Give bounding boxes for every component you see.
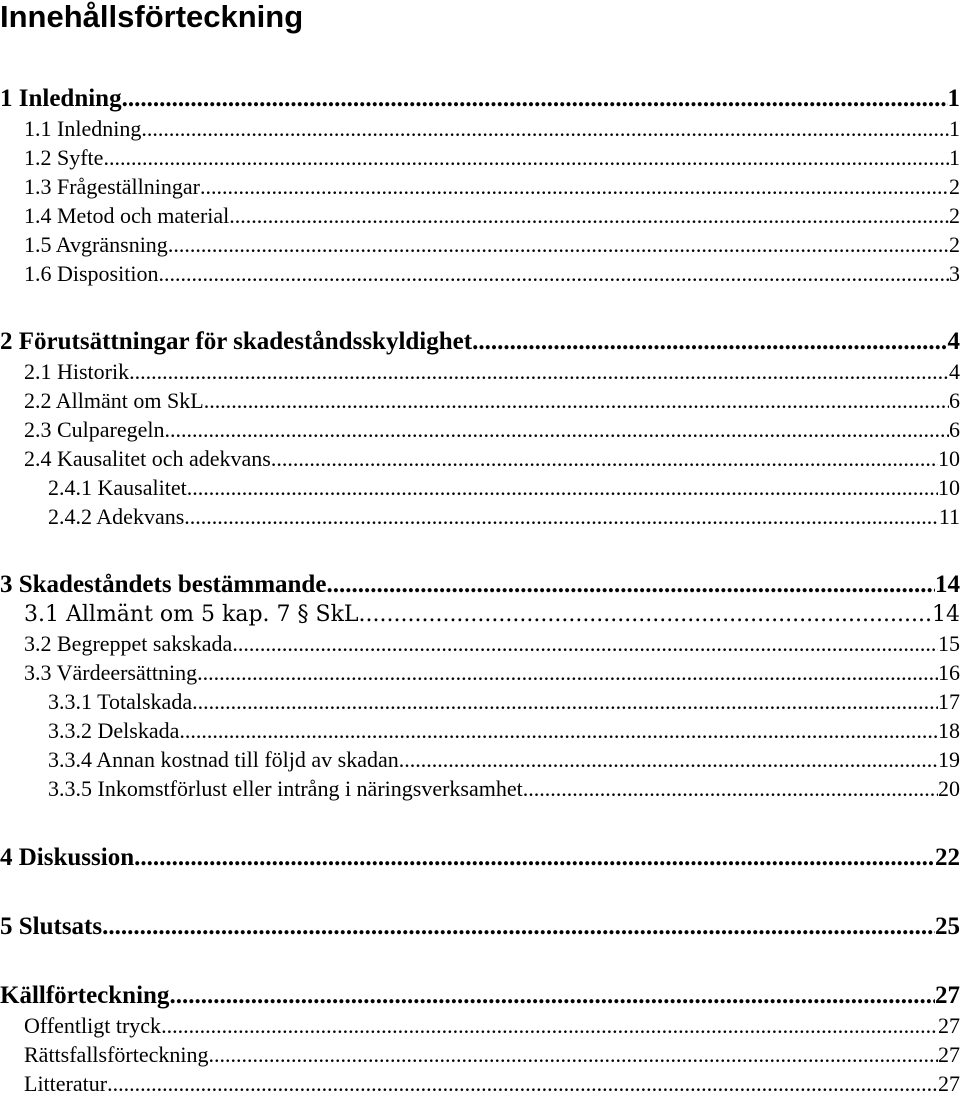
toc-section-entry[interactable] <box>24 446 960 478</box>
toc-entry-title: Offentligt tryck <box>24 1013 161 1039</box>
toc-heading: Innehållsförteckning <box>0 0 303 34</box>
toc-page-number: 27 <box>935 982 960 1010</box>
toc-dot-leader <box>271 446 938 472</box>
toc-entry-title: 3.1 Allmänt om 5 kap. 7 § SkL <box>24 602 359 627</box>
toc-section-entry[interactable] <box>48 475 960 507</box>
toc-section-entry[interactable] <box>24 631 960 663</box>
toc-section-entry[interactable] <box>24 417 960 449</box>
toc-entry-title: 2.4.1 Kausalitet <box>48 475 187 501</box>
toc-page-number: 1 <box>948 85 960 113</box>
toc-section-entry[interactable] <box>48 776 960 808</box>
toc-dot-leader <box>200 174 949 200</box>
toc-entry-title: 3.3.2 Delskada <box>48 718 179 744</box>
toc-chapter-entry[interactable] <box>0 913 960 945</box>
toc-dot-leader <box>179 718 938 744</box>
toc-entry-title: 2.4 Kausalitet och adekvans <box>24 446 271 472</box>
toc-page-number: 15 <box>938 631 960 657</box>
toc-page-number: 4 <box>948 328 960 356</box>
toc-dot-leader <box>129 359 949 385</box>
toc-entry-title: 4 Diskussion <box>0 844 134 872</box>
toc-dot-leader <box>204 388 949 414</box>
toc-section-entry[interactable] <box>24 388 960 420</box>
toc-entry-title: 1.1 Inledning <box>24 116 141 142</box>
toc-entry-title: 1.6 Disposition <box>24 261 158 287</box>
toc-entry-title: 2.3 Culparegeln <box>24 417 165 443</box>
toc-entry-title: Rättsfallsförteckning <box>24 1042 209 1068</box>
toc-entry-title: 3.2 Begreppet sakskada <box>24 631 232 657</box>
toc-page-number: 14 <box>935 571 960 599</box>
toc-entry-title: 1 Inledning <box>0 85 122 113</box>
toc-page-number: 6 <box>949 388 960 414</box>
toc-dot-leader <box>523 776 938 802</box>
toc-dot-leader <box>169 982 935 1010</box>
toc-dot-leader <box>134 844 935 872</box>
toc-page-number: 22 <box>935 844 960 872</box>
toc-section-entry[interactable] <box>24 232 960 264</box>
toc-entry-title: 2.2 Allmänt om SkL <box>24 388 204 414</box>
toc-dot-leader <box>187 475 938 501</box>
toc-page-number: 27 <box>938 1042 960 1068</box>
toc-page-number: 19 <box>938 747 960 773</box>
toc-dot-leader <box>326 571 935 599</box>
toc-dot-leader <box>161 1013 938 1039</box>
toc-page-number: 16 <box>938 660 960 686</box>
toc-chapter-entry[interactable] <box>0 844 960 876</box>
toc-page-number: 20 <box>938 776 960 802</box>
toc-dot-leader <box>168 232 949 258</box>
toc-section-entry[interactable] <box>24 116 960 148</box>
toc-section-entry[interactable] <box>24 359 960 391</box>
toc-chapter-entry[interactable] <box>0 571 960 603</box>
toc-page-number: 6 <box>949 417 960 443</box>
toc-dot-leader <box>165 417 949 443</box>
toc-page-number: 11 <box>939 504 960 530</box>
toc-section-entry[interactable] <box>48 747 960 779</box>
toc-entry-title: Litteratur <box>24 1071 107 1097</box>
toc-dot-leader <box>107 1071 938 1097</box>
toc-chapter-entry[interactable] <box>0 85 960 117</box>
toc-dot-leader <box>103 145 949 171</box>
toc-entry-title: 3.3.1 Totalskada <box>48 689 192 715</box>
toc-section-entry[interactable] <box>24 602 960 634</box>
toc-entry-title: 1.3 Frågeställningar <box>24 174 200 200</box>
toc-section-entry[interactable] <box>24 1042 960 1074</box>
toc-dot-leader <box>472 328 947 356</box>
toc-page-number: 2 <box>949 174 960 200</box>
toc-page-number: 2 <box>949 232 960 258</box>
toc-page-number: 27 <box>938 1071 960 1097</box>
toc-entry-title: 2.4.2 Adekvans <box>48 504 184 530</box>
toc-entry-title: 2.1 Historik <box>24 359 129 385</box>
toc-page-number: 17 <box>938 689 960 715</box>
toc-entry-title: Källförteckning <box>0 982 169 1010</box>
toc-page-number: 18 <box>938 718 960 744</box>
toc-dot-leader <box>184 504 939 530</box>
toc-entry-title: 1.5 Avgränsning <box>24 232 168 258</box>
toc-page-number: 27 <box>938 1013 960 1039</box>
toc-page-number: 14 <box>932 602 960 627</box>
toc-section-entry[interactable] <box>24 1013 960 1045</box>
toc-section-entry[interactable] <box>48 689 960 721</box>
toc-dot-leader <box>102 913 935 941</box>
toc-entry-title: 3 Skadeståndets bestämmande <box>0 571 326 599</box>
toc-page-number: 3 <box>949 261 960 287</box>
toc-dot-leader <box>399 747 938 773</box>
toc-section-entry[interactable] <box>48 718 960 750</box>
toc-entry-title: 3.3 Värdeersättning <box>24 660 197 686</box>
toc-page-number: 1 <box>949 116 960 142</box>
toc-section-entry[interactable] <box>24 203 960 235</box>
toc-section-entry[interactable] <box>24 660 960 692</box>
toc-chapter-entry[interactable] <box>0 982 960 1014</box>
toc-page-number: 2 <box>949 203 960 229</box>
toc-chapter-entry[interactable] <box>0 328 960 360</box>
toc-section-entry[interactable] <box>24 174 960 206</box>
toc-dot-leader <box>197 660 938 686</box>
toc-dot-leader <box>122 85 948 113</box>
toc-page-number: 4 <box>949 359 960 385</box>
toc-page-number: 10 <box>938 446 960 472</box>
toc-dot-leader <box>209 1042 938 1068</box>
toc-page-number: 25 <box>935 913 960 941</box>
toc-section-entry[interactable] <box>24 145 960 177</box>
toc-entry-title: 3.3.5 Inkomstförlust eller intrång i näringsverksamhet <box>48 776 523 802</box>
toc-page-number: 1 <box>949 145 960 171</box>
toc-dot-leader <box>232 631 938 657</box>
toc-section-entry[interactable] <box>48 504 960 536</box>
toc-dot-leader <box>192 689 938 715</box>
toc-page-number: 10 <box>938 475 960 501</box>
toc-dot-leader <box>359 602 932 627</box>
toc-dot-leader <box>229 203 949 229</box>
toc-dot-leader <box>141 116 949 142</box>
toc-entry-title: 1.2 Syfte <box>24 145 103 171</box>
toc-entry-title: 5 Slutsats <box>0 913 102 941</box>
toc-section-entry[interactable] <box>24 1071 960 1103</box>
toc-dot-leader <box>158 261 949 287</box>
toc-entry-title: 2 Förutsättningar för skadeståndsskyldighet <box>0 328 472 356</box>
toc-section-entry[interactable] <box>24 261 960 293</box>
toc-entry-title: 1.4 Metod och material <box>24 203 229 229</box>
toc-entry-title: 3.3.4 Annan kostnad till följd av skadan <box>48 747 399 773</box>
